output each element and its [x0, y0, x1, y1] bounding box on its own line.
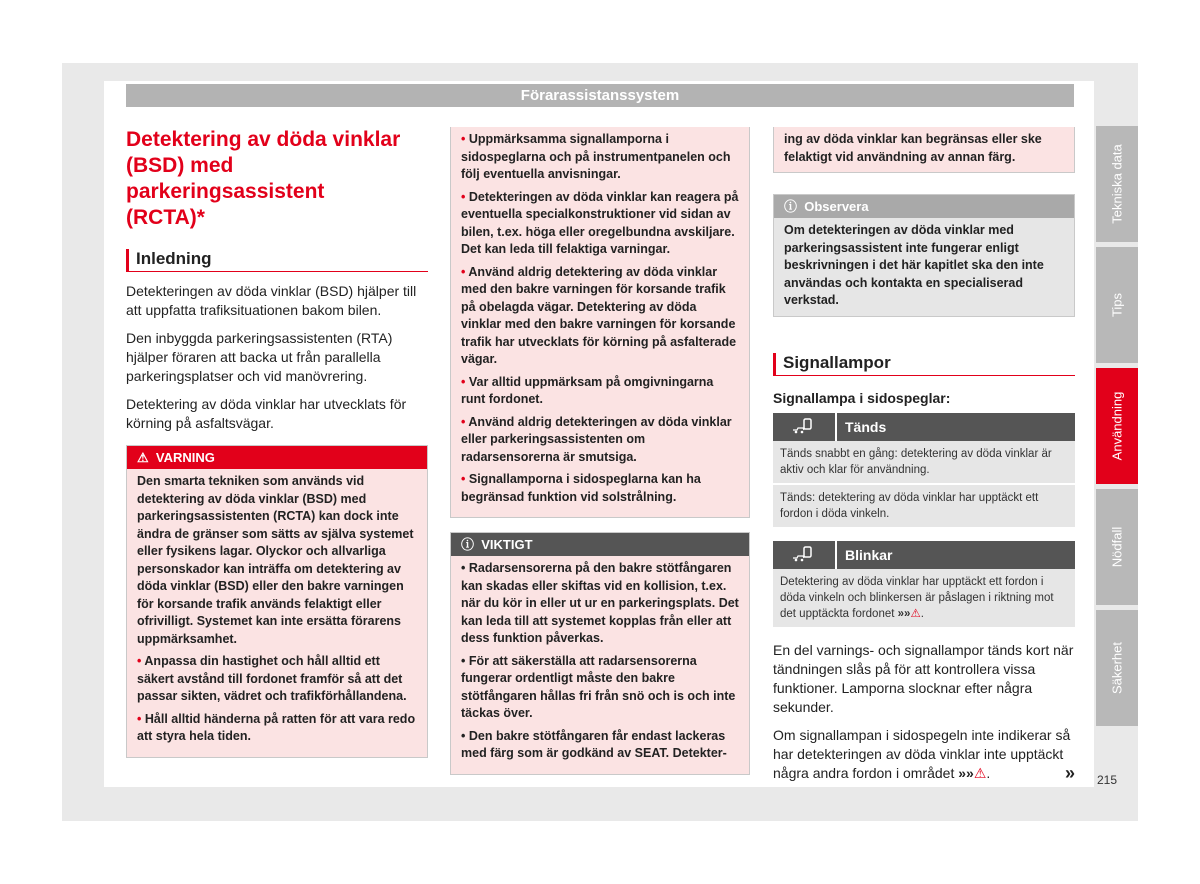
continue-arrow-icon: »	[1064, 762, 1075, 783]
subheading: Signallampa i sidospeglar:	[773, 389, 951, 406]
chapter-header: Förarassistanssystem	[126, 84, 1074, 107]
table-row: Tänds snabbt en gång: detektering av döda vinklar är aktiv och klar för användning.	[773, 441, 1075, 485]
list-item: • Uppmärksamma signallamporna i sidospeglarna och på instrumentpanelen och följ eventuella anvisningar.	[461, 132, 731, 181]
table-row: Detektering av döda vinklar har upptäckt ett fordon i döda vinkeln och blinkersen är påslagen i riktning mot det upptäckta fordonet »»⚠.	[773, 569, 1075, 629]
important-box-continued: ing av döda vinklar kan begränsas eller ske felaktigt vid användning av annan färg.	[773, 127, 1075, 173]
warning-header: ⚠ VARNING	[127, 446, 427, 469]
table-row: Tänds: detektering av döda vinklar har upptäckt ett fordon i döda vinkeln.	[773, 485, 1075, 529]
warning-box-continued	[450, 127, 750, 518]
list-item: • Signallamporna i sidospeglarna kan ha begränsad funktion vid solstrålning.	[461, 472, 701, 504]
page-number: 215	[1097, 773, 1118, 787]
intro-paragraph-1: Detekteringen av döda vinklar (BSD) hjälper till att uppfatta trafiksituationen bakom bilen.	[126, 283, 417, 318]
list-item: • Radarsensorerna på den bakre stötfångaren kan skadas eller skiftas vid en kollision, t.ex. när du kör in eller ut ur en parkeringsplats. Det kan leda till att systemet kopplas från eller att dess funktion påverkas.	[461, 561, 739, 645]
lamp-table-header-blinkar: Blinkar	[773, 541, 1075, 569]
list-item: • För att säkerställa att radarsensorerna fungerar ordentligt måste den bakre stötfångaren hållas fri från snö och is och inte täckas över.	[461, 653, 736, 720]
warning-box	[126, 445, 428, 758]
warning-text: Den smarta tekniken som används vid detektering av döda vinklar (BSD) med parkeringsassistenten (RCTA) kan dock inte ändra de gränser som sätts av själva systemet eller fysikens lagar. Olyckor och allvarliga personskador kan inträffa om detektering av döda vinklar (BSD) eller den bakre varningen för korsande trafik används felaktigt eller ofrivilligt. Systemet kan inte ersätta förarens uppmärksamhet.	[137, 474, 414, 646]
mirror-signal-icon	[773, 541, 837, 569]
list-item: • Den bakre stötfångaren får endast lackeras med färg som är godkänd av SEAT. Detekter-	[461, 728, 727, 760]
warning-triangle-icon: ⚠	[910, 607, 921, 620]
warning-triangle-icon: ⚠	[973, 764, 987, 781]
important-box	[450, 532, 750, 775]
warning-body	[127, 469, 427, 757]
list-item: • Använd aldrig detekteringen av döda vinklar eller parkeringsassistenten om radarsensorerna är smutsiga.	[461, 414, 732, 464]
tab-anvandning[interactable]: Användning	[1096, 368, 1138, 484]
note-header: ⓘ Observera	[774, 195, 1074, 218]
list-item: • Anpassa din hastighet och håll alltid ett säkert avstånd till fordonet framför så att det passar sikten, vädret och trafikförhållandena.	[137, 654, 407, 703]
page-title: Detektering av döda vinklar (BSD) med parkeringsassistent (RCTA)*	[126, 128, 401, 229]
column-2	[450, 127, 750, 775]
column-1	[126, 127, 428, 758]
list-item: • Håll alltid händerna på ratten för att vara redo att styra hela tiden.	[137, 711, 416, 743]
intro-paragraph-3: Detektering av döda vinklar har utvecklats för körning på asfaltsvägar.	[126, 396, 407, 431]
list-item: • Använd aldrig detektering av döda vinklar med den bakre varningen för korsande trafik på obelagda vägar. Detektering av döda vinklar med den bakre varningen för korsande trafik har utvecklats för körning på asfalterade vägar.	[461, 264, 737, 366]
warning-triangle-icon: ⚠	[137, 450, 149, 465]
mirror-signal-icon	[773, 413, 837, 441]
intro-paragraph-2: Den inbyggda parkeringsassistenten (RTA) hjälper föraren att backa ut från parallella parkeringsplatser och vid manövrering.	[126, 330, 393, 384]
tab-nodfall[interactable]: Nödfall	[1096, 489, 1138, 605]
section-heading-signallampor: Signallampor	[773, 353, 1075, 376]
note-box: ⓘ Observera Om detekteringen av döda vinklar med parkeringsassistent inte fungerar enligt beskrivningen i det här kapitlet ska den inte användas och kontakta en specialiserad verkstad.	[773, 194, 1075, 317]
tab-tekniska-data[interactable]: Tekniska data	[1096, 126, 1138, 242]
tab-sakerhet[interactable]: Säkerhet	[1096, 610, 1138, 726]
info-circle-icon: ⓘ	[461, 537, 475, 552]
section-heading-inledning: Inledning	[126, 249, 428, 272]
tab-tips[interactable]: Tips	[1096, 247, 1138, 363]
lamp-table-header-tands: Tänds	[773, 413, 1075, 441]
list-item: • Detekteringen av döda vinklar kan reagera på eventuella specialkonstruktioner vid sidan av bilen, t.ex. höga eller oregelbundna avskiljare. Det kan leda till felaktiga varningar.	[461, 189, 739, 256]
column-3	[773, 127, 1075, 792]
info-paragraph-1: En del varnings- och signallampor tänds kort när tändningen slås på för att kontrollera vissa funktioner. Lamporna slocknar efter några sekunder.	[773, 641, 1074, 715]
info-square-icon: ⓘ	[784, 199, 798, 214]
important-header: ⓘ VIKTIGT	[451, 533, 749, 556]
info-paragraph-2: Om signallampan i sidospegeln inte indikerar så har detekteringen av döda vinklar inte upptäckt några andra fordon i området »»⚠. »	[773, 726, 1075, 783]
list-item: • Var alltid uppmärksam på omgivningarna runt fordonet.	[461, 374, 714, 406]
